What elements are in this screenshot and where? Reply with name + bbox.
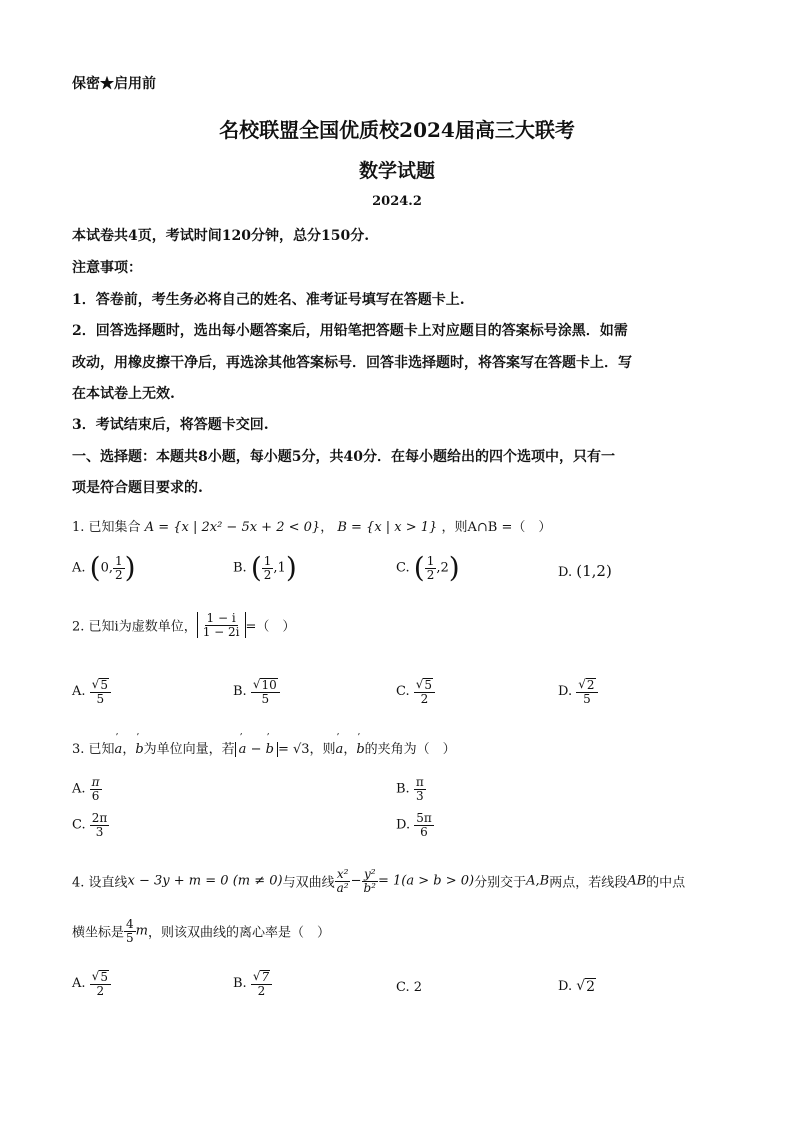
- q1-option-c[interactable]: C. ( $\frac{1}{2}$ ,2): [396, 551, 460, 584]
- q3-option-d[interactable]: [396, 812, 434, 838]
- q3-option-a[interactable]: [72, 776, 102, 802]
- q2-suffix: =（ ）: [245, 619, 296, 635]
- exam-date: 2024.2: [372, 194, 422, 209]
- option-value: (1,2): [576, 562, 612, 580]
- option-letter: D.: [396, 817, 411, 833]
- q1-option-d[interactable]: [558, 562, 612, 580]
- q3-text: 为单位向量，若: [143, 742, 235, 757]
- fraction: √ 5 2: [90, 970, 111, 997]
- q1-prefix: 1. 已知集合: [72, 520, 141, 535]
- q4-line2-prefix: 横坐标是: [72, 925, 125, 941]
- q1-suffix: ，则A∩B =（ ）: [441, 520, 552, 535]
- note-2-line-3: 在本试卷上无效.: [72, 386, 175, 402]
- question-2-stem: [72, 612, 295, 638]
- q4-option-a[interactable]: [72, 970, 111, 997]
- q2-option-d[interactable]: [558, 678, 598, 705]
- exam-info: 本试卷共4页，考试时间120分钟，总分150分.: [72, 228, 370, 244]
- fraction: √ 2 5: [576, 678, 597, 705]
- note-2-line-2: 改动，用橡皮擦干净后，再选涂其他答案标号．回答非选择题时，将答案写在答题卡上．写: [72, 355, 632, 371]
- note-1: 1．答卷前，考生务必将自己的姓名、准考证号填写在答题卡上.: [72, 292, 465, 308]
- q1-option-a[interactable]: A. (0, $\frac{1}{2}$ ): [72, 551, 136, 584]
- q4-option-c[interactable]: C. 2: [396, 980, 423, 995]
- q2-option-a[interactable]: [72, 678, 111, 705]
- q4-prefix: 4. 设直线: [72, 875, 128, 891]
- option-letter: A.: [72, 976, 86, 992]
- fraction: $\frac{1}{2}$: [426, 553, 435, 582]
- note-3: 3．考试结束后，将答题卡交回.: [72, 417, 269, 433]
- q3-option-b[interactable]: [396, 776, 426, 802]
- option-letter: B.: [233, 976, 247, 992]
- q2-option-b[interactable]: [233, 678, 280, 705]
- question-1-stem: 1. 已知集合 A = {x | 2x² − 5x + 2 < 0}， B = {x | x > 1} ，则A∩B =（ ）: [72, 520, 552, 535]
- q4-option-b[interactable]: [233, 970, 272, 997]
- q4-hyperbola-condition: = 1(a > b > 0): [378, 873, 475, 889]
- option-letter: D.: [558, 565, 573, 580]
- fraction: $\frac{1}{2}$: [263, 553, 272, 582]
- fraction: √ 5 5: [90, 678, 111, 705]
- option-letter: A.: [72, 560, 86, 576]
- q1-set-b: B = {x | x > 1}: [337, 520, 438, 535]
- q1-option-b[interactable]: B. ( $\frac{1}{2}$ ,1): [233, 551, 297, 584]
- note-2-line-1: 2．回答选择题时，选出每小题答案后，用铅笔把答题卡上对应题目的答案标号涂黑．如需: [72, 323, 628, 339]
- section-heading-line-1: 一、选择题：本题共8小题，每小题5分，共40分．在每小题给出的四个选项中，只有一: [72, 449, 615, 465]
- question-4-stem-line-1: 4. 设直线x − 3y + m = 0 (m ≠ 0)与双曲线 $\frac{\text{x²}}{\text{a²}}$ − $\frac{\text{y²}}{\text{b²}}$ = 1(a > b > 0)分别交于A,B两点，若线段AB的中点: [72, 867, 686, 895]
- fraction: $\frac{\pi}{3}$: [415, 775, 424, 803]
- q4-line-equation: x − 3y + m = 0 (m ≠ 0): [127, 873, 283, 889]
- fraction: $\frac{5\pi}{6}$: [416, 811, 432, 839]
- confidential-label: 保密★启用前: [72, 76, 156, 92]
- fraction: $\frac{4}{5}$: [126, 917, 134, 945]
- fraction: $\frac{1}{2}$: [115, 553, 123, 582]
- option-letter: C.: [396, 684, 410, 700]
- option-letter: A.: [72, 781, 86, 797]
- fraction: √ 7 2: [251, 970, 272, 997]
- option-letter: B.: [396, 781, 410, 797]
- fraction: $\frac{\text{x²}}{\text{a²}}$: [336, 867, 349, 895]
- option-letter: B.: [233, 560, 247, 576]
- q2-modulus: [197, 612, 246, 638]
- fraction: √ 10 5: [251, 678, 280, 705]
- fraction: $\frac{\text{y²}}{\text{b²}}$: [363, 867, 376, 895]
- q4-line2-suffix: ，则该双曲线的离心率是（ ）: [147, 925, 330, 941]
- q3-option-c[interactable]: [72, 812, 109, 838]
- exam-title: 名校联盟全国优质校2024届高三大联考: [219, 118, 575, 142]
- question-3-stem: 3. 已知’ a，’ b为单位向量，若’ a − ’ b = √3，则’ a，’ b的夹角为（ ）: [72, 738, 456, 757]
- option-letter: A.: [72, 684, 86, 700]
- q3-equation: = √3: [277, 742, 310, 757]
- question-4-stem-line-2: 横坐标是 $\frac{4}{5}$ m，则该双曲线的离心率是（ ）: [72, 917, 330, 945]
- subject-title: 数学试题: [358, 160, 435, 182]
- notes-title: 注意事项：: [72, 260, 142, 276]
- option-letter: C.: [72, 817, 86, 833]
- q3-prefix: 3. 已知: [72, 742, 115, 757]
- q1-set-a: A = {x | 2x² − 5x + 2 < 0}: [144, 520, 321, 535]
- option-letter: D.: [558, 979, 573, 994]
- q2-option-c[interactable]: [396, 678, 435, 705]
- q3-suffix: 的夹角为（ ）: [364, 742, 456, 757]
- option-letter: C.: [396, 560, 410, 576]
- fraction: √ 5 2: [414, 678, 435, 705]
- q4-option-d[interactable]: D. √ 2: [558, 978, 596, 995]
- section-heading-line-2: 项是符合题目要求的.: [72, 480, 203, 496]
- fraction: $\frac{2\pi}{3}$: [91, 811, 108, 839]
- option-letter: D.: [558, 684, 573, 700]
- q2-prefix: 2. 已知i为虚数单位，: [72, 619, 197, 635]
- option-letter: B.: [233, 684, 247, 700]
- fraction: $\frac{\pi}{6}$: [91, 775, 100, 803]
- fraction: $\frac{1 - i}{1 - 2i}$: [202, 611, 240, 639]
- q3-modulus: ’ a − ’ b: [235, 742, 278, 757]
